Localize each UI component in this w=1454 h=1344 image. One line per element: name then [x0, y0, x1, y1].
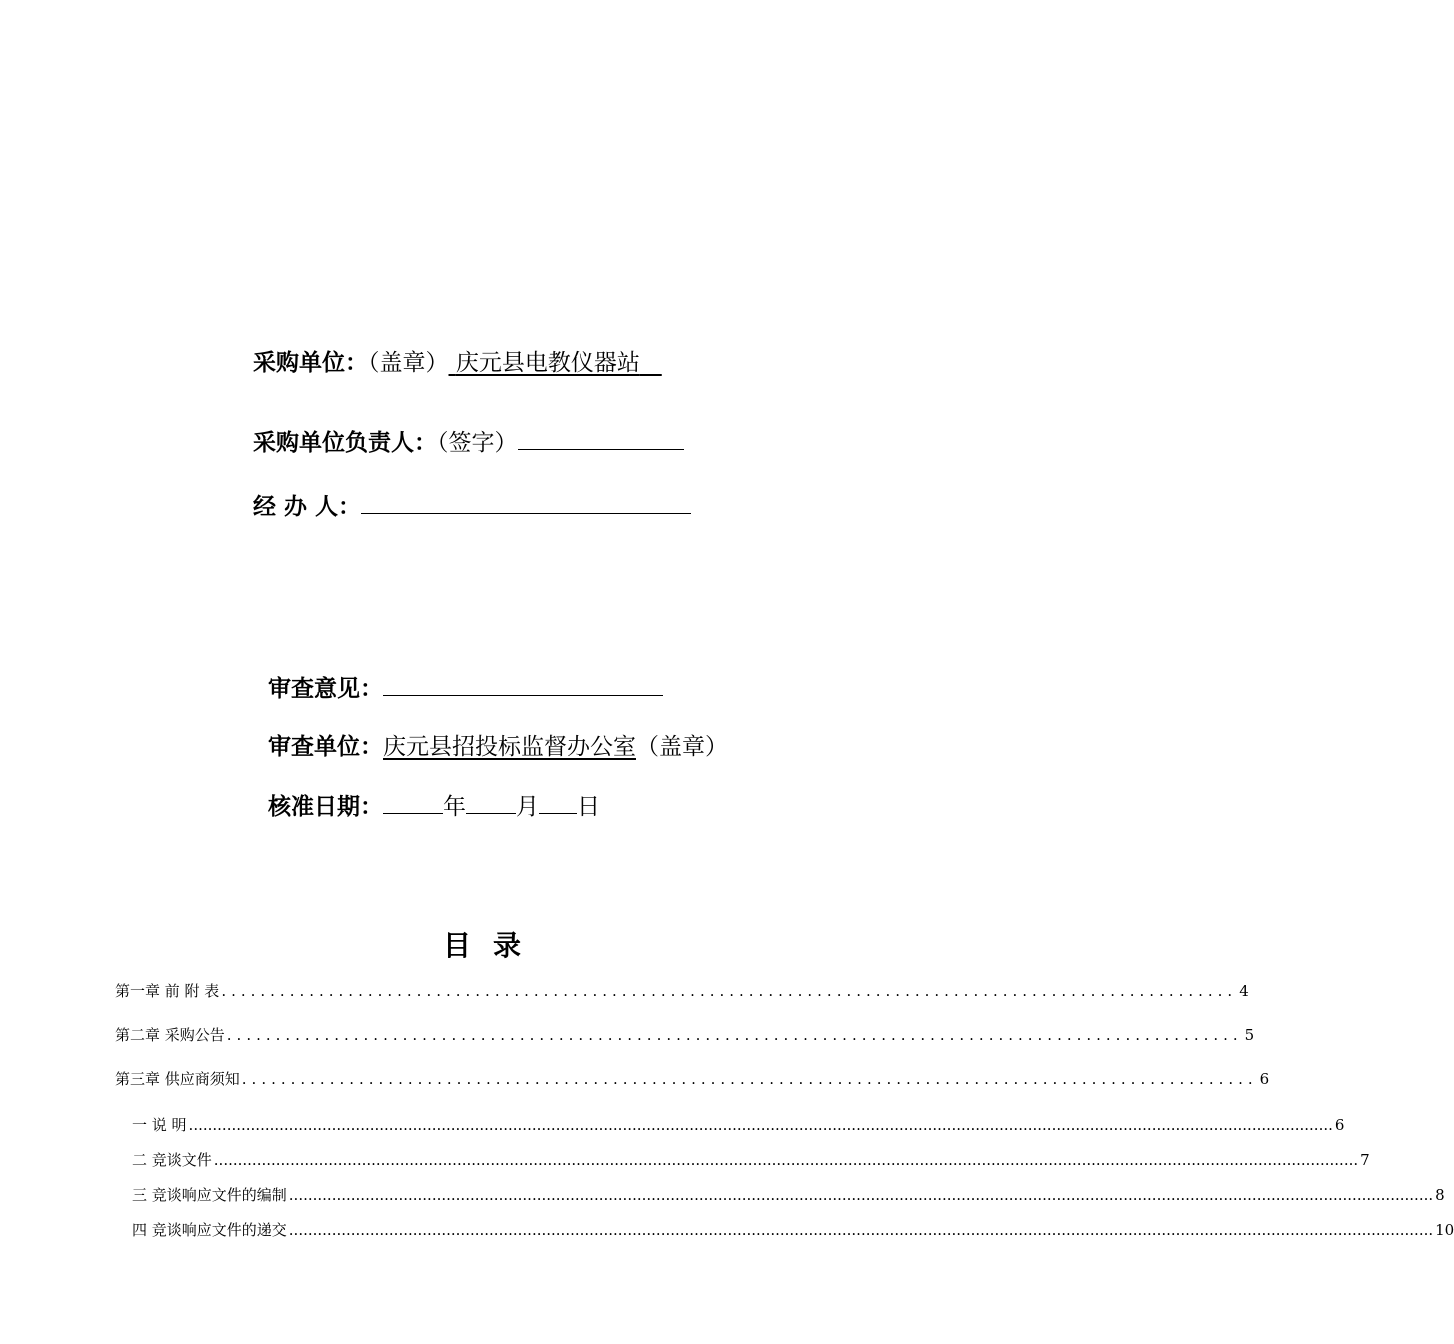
signature-blank — [518, 427, 684, 450]
toc-subitem-label: 三 竞谈响应文件的编制 — [132, 1186, 287, 1204]
toc-leader: ................................................................................................................................................................................................................................................ — [288, 1186, 1434, 1204]
toc-item-page: 5 — [1244, 1026, 1255, 1044]
day-label: 日 — [577, 794, 600, 820]
toc-item-label: 第三章 供应商须知 — [115, 1070, 240, 1088]
day-blank — [539, 791, 577, 814]
toc-subitem-page: 7 — [1360, 1151, 1370, 1169]
approval-date-line — [268, 788, 600, 821]
year-label: 年 — [443, 794, 466, 820]
procurement-head-label: 采购单位负责人： — [253, 430, 437, 456]
toc-item[interactable] — [115, 1068, 1270, 1089]
toc-subitem[interactable] — [132, 1219, 1454, 1240]
toc-title: 目录 — [443, 929, 544, 962]
toc-item-page: 6 — [1259, 1070, 1270, 1088]
month-blank — [466, 791, 516, 814]
toc-leader: ........................................................................................................ — [226, 1026, 1243, 1044]
toc-item[interactable] — [115, 1024, 1255, 1045]
toc-leader: ................................................................................................................................................................................................................................................ — [188, 1116, 1333, 1134]
procurement-unit-line — [253, 344, 662, 377]
procurement-unit-seal: （盖章） — [368, 350, 449, 376]
toc-subitem[interactable] — [132, 1149, 1370, 1170]
review-opinion-label: 审查意见： — [268, 676, 383, 702]
procurement-unit-name: 庆元县电教仪器站 — [455, 350, 640, 376]
review-unit-seal: （盖章） — [636, 734, 728, 760]
procurement-unit-label: 采购单位： — [253, 350, 368, 376]
toc-subitem-label: 一 说 明 — [132, 1116, 187, 1134]
review-unit-line — [268, 728, 728, 761]
toc-item-label: 第一章 前 附 表 — [115, 982, 220, 1000]
toc-subitem-label: 二 竞谈文件 — [132, 1151, 212, 1169]
procurement-head-line — [253, 424, 684, 457]
review-unit-label: 审查单位： — [268, 734, 383, 760]
handler-line — [253, 488, 691, 521]
review-opinion-line — [268, 670, 663, 703]
toc-subitem-label: 四 竞谈响应文件的递交 — [132, 1221, 287, 1239]
toc-item[interactable] — [115, 980, 1249, 1001]
toc-subitem-page: 8 — [1435, 1186, 1445, 1204]
approval-date-label: 核准日期： — [268, 794, 383, 820]
toc-leader: ................................................................................................................................................................................................................................................ — [213, 1151, 1359, 1169]
toc-leader: ........................................................................................................ — [221, 982, 1238, 1000]
handler-label: 经 办 人： — [253, 494, 362, 520]
procurement-head-sign: （签字） — [437, 430, 518, 456]
toc-subitem[interactable] — [132, 1184, 1445, 1205]
year-blank — [383, 791, 443, 814]
toc-item-page: 4 — [1239, 982, 1249, 1000]
opinion-blank — [383, 673, 663, 696]
toc-leader: ........................................................................................................ — [241, 1070, 1258, 1088]
review-unit-name: 庆元县招投标监督办公室 — [383, 734, 636, 760]
toc-subitem-page: 6 — [1334, 1116, 1345, 1134]
toc-item-label: 第二章 采购公告 — [115, 1026, 225, 1044]
toc-subitem-page: 10 — [1435, 1221, 1454, 1239]
toc-leader: ................................................................................................................................................................................................................................................ — [288, 1221, 1434, 1239]
handler-blank — [361, 491, 691, 514]
toc-subitem[interactable] — [132, 1114, 1345, 1135]
month-label: 月 — [516, 794, 539, 820]
